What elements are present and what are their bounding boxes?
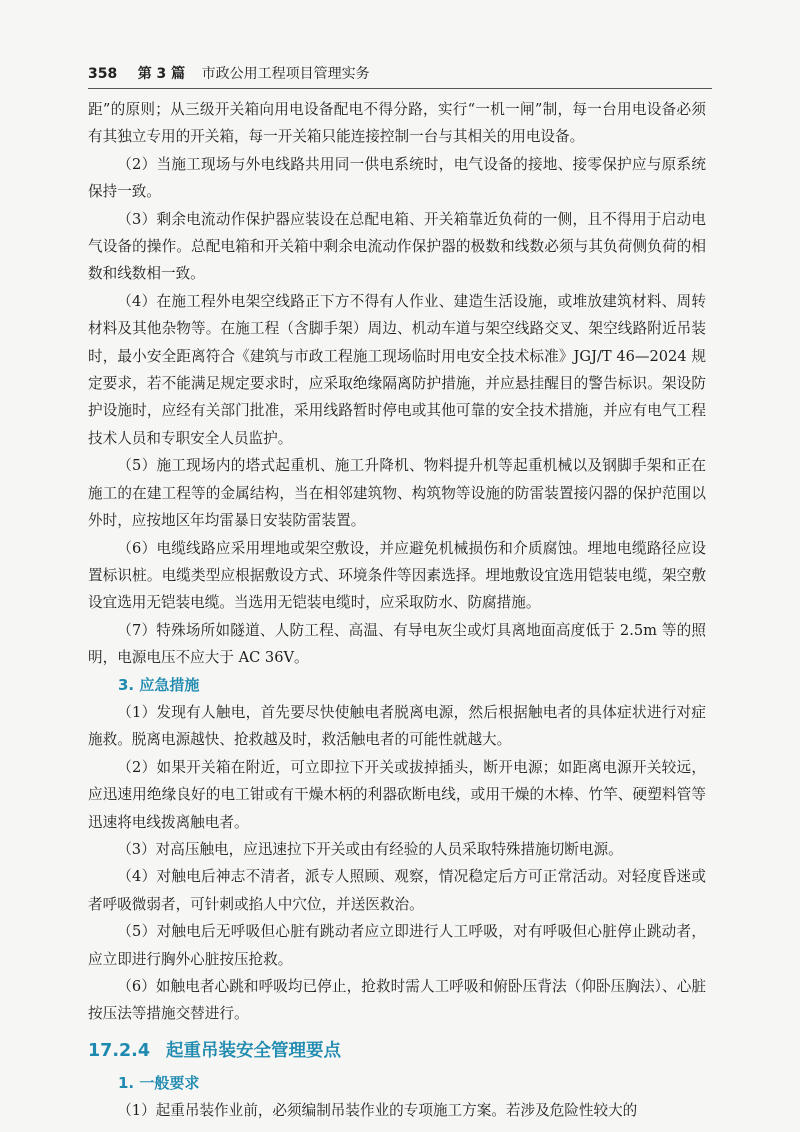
page-body bbox=[88, 96, 706, 1125]
emergency-item-6: （6）如触电者心跳和呼吸均已停止，抢救时需人工呼吸和俯卧压背法（仰卧压胸法）、心脏按压法等措施交替进行。 bbox=[88, 978, 706, 1023]
section-title: 起重吊装安全管理要点 bbox=[166, 1040, 342, 1061]
header-divider bbox=[88, 88, 712, 89]
paragraph-item-7: （7）特殊场所如隧道、人防工程、高温、有导电灰尘或灯具离地面高度低于 2.5m 等的照明，电源电压不应大于 AC 36V。 bbox=[88, 621, 706, 667]
section-number: 17.2.4 bbox=[88, 1040, 151, 1061]
emergency-item-3: （3）对高压触电，应迅速拉下开关或由有经验的人员采取特殊措施切断电源。 bbox=[117, 840, 623, 858]
emergency-item-4: （4）对触电后神志不清者，派专人照顾、观察，情况稳定后方可正常活动。对轻度昏迷或者呼吸微弱者，可针刺或掐人中穴位，并送医救治。 bbox=[88, 868, 706, 913]
emergency-item-1: （1）发现有人触电，首先要尽快使触电者脱离电源，然后根据触电者的具体症状进行对症施救。脱离电源越快、抢救越及时，救活触电者的可能性就越大。 bbox=[88, 703, 706, 749]
paragraph-item-4: （4）在施工程外电架空线路正下方不得有人作业、建造生活设施，或堆放建筑材料、周转材料及其他杂物等。在施工程（含脚手架）周边、机动车道与架空线路交叉、架空线路附近吊装时，最小安全距离符合《建筑与市政工程施工现场临时用电安全技术标准》JGJ/T 46—2024 规定要求，若不能满足规定要求时，应采取绝缘隔离防护措施，并应悬挂醒目的警告标识。架设防护设施时，应经有关部门批准，采用线路暂时停电或其他可靠的安全技术措施，并应有电气工程技术人员和专职安全人员监护。 bbox=[88, 292, 706, 447]
part-label: 第 3 篇 bbox=[137, 66, 186, 82]
book-title: 市政公用工程项目管理实务 bbox=[201, 66, 370, 82]
running-header bbox=[88, 63, 720, 83]
paragraph-item-2: （2）当施工现场与外电线路共用同一供电系统时，电气设备的接地、接零保护应与原系统保持一致。 bbox=[88, 155, 706, 201]
paragraph-continued: 距”的原则；从三级开关箱向用电设备配电不得分路，实行“一机一闸”制，每一台用电设备必须有其独立专用的开关箱，每一开关箱只能连接控制一台与其相关的用电设备。 bbox=[88, 101, 706, 146]
page-number: 358 bbox=[88, 66, 118, 82]
emergency-item-5: （5）对触电后无呼吸但心脏有跳动者应立即进行人工呼吸，对有呼吸但心脏停止跳动者，应立即进行胸外心脏按压抢救。 bbox=[88, 923, 706, 968]
heading-general-requirements: 1. 一般要求 bbox=[118, 1073, 200, 1092]
section-heading bbox=[88, 1036, 706, 1066]
paragraph-item-5: （5）施工现场内的塔式起重机、施工升降机、物料提升机等起重机械以及钢脚手架和正在施工的在建工程等的金属结构，当在相邻建筑物、构筑物等设施的防雷装置接闪器的保护范围以外时，应按地区年均雷暴日安装防雷装置。 bbox=[88, 457, 706, 530]
general-item-1: （1）起重吊装作业前，必须编制吊装作业的专项施工方案。若涉及危险性较大的 bbox=[117, 1102, 638, 1120]
heading-emergency-measures: 3. 应急措施 bbox=[118, 675, 200, 694]
paragraph-item-6: （6）电缆线路应采用埋地或架空敷设，并应避免机械损伤和介质腐蚀。埋地电缆路径应设置标识桩。电缆类型应根据敷设方式、环境条件等因素选择。埋地敷设宜选用铠装电缆，架空敷设宜选用无铠装电缆。当选用无铠装电缆时，应采取防水、防腐措施。 bbox=[88, 539, 706, 612]
emergency-item-2: （2）如果开关箱在附近，可立即拉下开关或拔掉插头，断开电源；如距离电源开关较远，应迅速用绝缘良好的电工钳或有干燥木柄的利器砍断电线，或用干燥的木棒、竹竿、硬塑料管等迅速将电线拨离触电者。 bbox=[88, 758, 706, 831]
paragraph-item-3: （3）剩余电流动作保护器应装设在总配电箱、开关箱靠近负荷的一侧，且不得用于启动电气设备的操作。总配电箱和开关箱中剩余电流动作保护器的极数和线数必须与其负荷侧负荷的相数和线数相一致。 bbox=[88, 210, 706, 283]
